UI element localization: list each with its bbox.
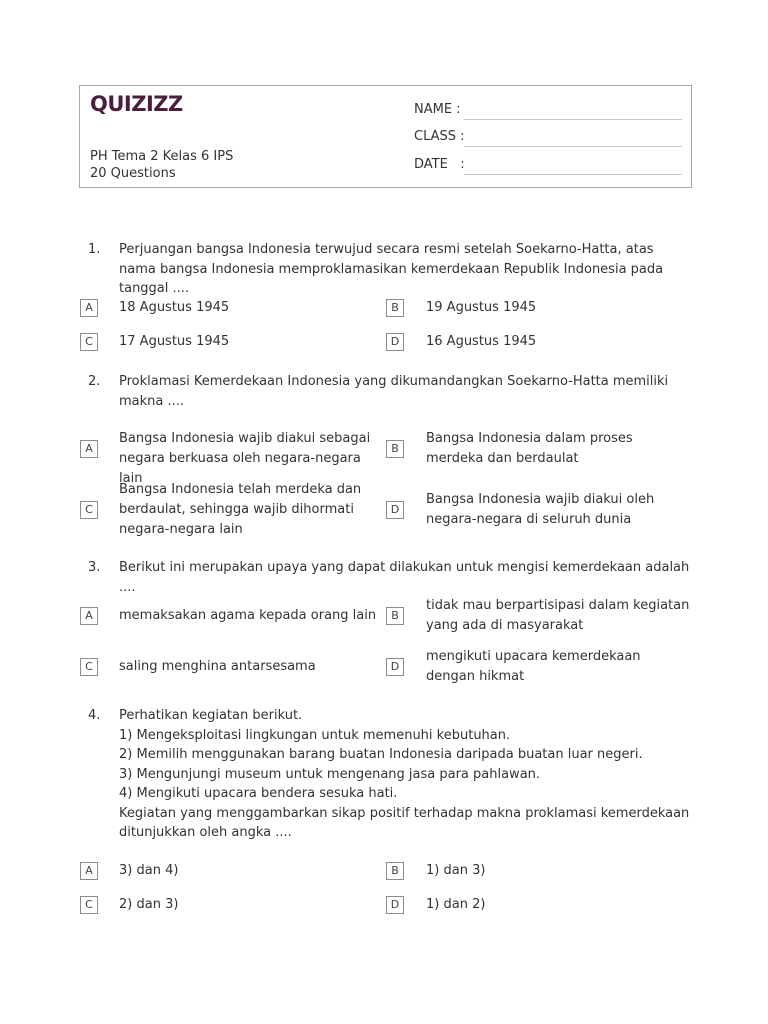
option-c-text: 17 Agustus 1945 — [119, 334, 230, 349]
option-d-box[interactable]: D — [386, 501, 404, 519]
option-d-text: 1) dan 2) — [426, 897, 486, 912]
option-d-text: Bangsa Indonesia wajib diakui oleh negara-negara di seluruh dunia — [426, 492, 655, 527]
option-d-box[interactable]: D — [386, 896, 404, 914]
question-number: 4. — [88, 708, 101, 723]
option-a-box[interactable]: A — [80, 862, 98, 880]
option-c-box[interactable]: C — [80, 896, 98, 914]
option-a-text: memaksakan agama kepada orang lain — [119, 608, 377, 623]
option-c-box[interactable]: C — [80, 333, 98, 351]
quiz-title: PH Tema 2 Kelas 6 IPS — [90, 149, 234, 164]
option-b-box[interactable]: B — [386, 607, 404, 625]
option-d-box[interactable]: D — [386, 333, 404, 351]
option-c-box[interactable]: C — [80, 501, 98, 519]
option-c-text: Bangsa Indonesia telah merdeka dan berdaulat, sehingga wajib dihormati negara-negara lain — [119, 482, 362, 537]
option-d-text: mengikuti upacara kemerdekaan dengan hikmat — [426, 649, 641, 684]
option-a-box[interactable]: A — [80, 440, 98, 458]
option-c-text: saling menghina antarsesama — [119, 659, 316, 674]
option-b-box[interactable]: B — [386, 299, 404, 317]
option-a-text: 3) dan 4) — [119, 863, 179, 878]
option-b-text: 19 Agustus 1945 — [426, 300, 537, 315]
option-b-box[interactable]: B — [386, 862, 404, 880]
question-text: Proklamasi Kemerdekaan Indonesia yang dikumandangkan Soekarno-Hatta memiliki makna .... — [119, 374, 669, 409]
option-b-text: Bangsa Indonesia dalam proses merdeka dan berdaulat — [426, 431, 633, 466]
name-label: NAME : — [414, 102, 461, 117]
question-number: 2. — [88, 374, 101, 389]
class-label: CLASS : — [414, 129, 465, 144]
date-field[interactable] — [464, 174, 682, 175]
question-count: 20 Questions — [90, 166, 176, 181]
question-text: Berikut ini merupakan upaya yang dapat dilakukan untuk mengisi kemerdekaan adalah .... — [119, 560, 690, 595]
question-text: Perjuangan bangsa Indonesia terwujud secara resmi setelah Soekarno-Hatta, atas nama bangsa Indonesia memproklamasikan kemerdekaan Republik Indonesia pada tanggal .... — [119, 242, 664, 296]
option-a-box[interactable]: A — [80, 607, 98, 625]
question-text: Perhatikan kegiatan berikut. 1) Mengeksploitasi lingkungan untuk memenuhi kebutuhan. 2) Memilih menggunakan barang buatan Indonesia daripada buatan luar negeri. 3) Mengunjungi museum untuk mengenang jasa para pahlawan. 4) Mengikuti upacara bendera sesuka hati. Kegiatan yang menggambarkan sikap positif terhadap makna proklamasi kemerdekaan ditunjukkan oleh angka .... — [119, 708, 690, 840]
quizizz-logo: QUIZIZZ — [90, 92, 183, 116]
option-a-text: Bangsa Indonesia wajib diakui sebagai negara berkuasa oleh negara-negara lain — [119, 431, 371, 486]
question-number: 1. — [88, 242, 101, 257]
date-label: DATE : — [414, 157, 465, 172]
option-c-box[interactable]: C — [80, 658, 98, 676]
name-field[interactable] — [464, 119, 682, 120]
option-c-text: 2) dan 3) — [119, 897, 179, 912]
option-d-text: 16 Agustus 1945 — [426, 334, 537, 349]
class-field[interactable] — [464, 146, 682, 147]
option-d-box[interactable]: D — [386, 658, 404, 676]
question-number: 3. — [88, 560, 101, 575]
option-a-box[interactable]: A — [80, 299, 98, 317]
option-b-text: tidak mau berpartisipasi dalam kegiatan yang ada di masyarakat — [426, 598, 690, 633]
worksheet-header — [79, 85, 692, 188]
option-b-text: 1) dan 3) — [426, 863, 486, 878]
option-a-text: 18 Agustus 1945 — [119, 300, 230, 315]
option-b-box[interactable]: B — [386, 440, 404, 458]
